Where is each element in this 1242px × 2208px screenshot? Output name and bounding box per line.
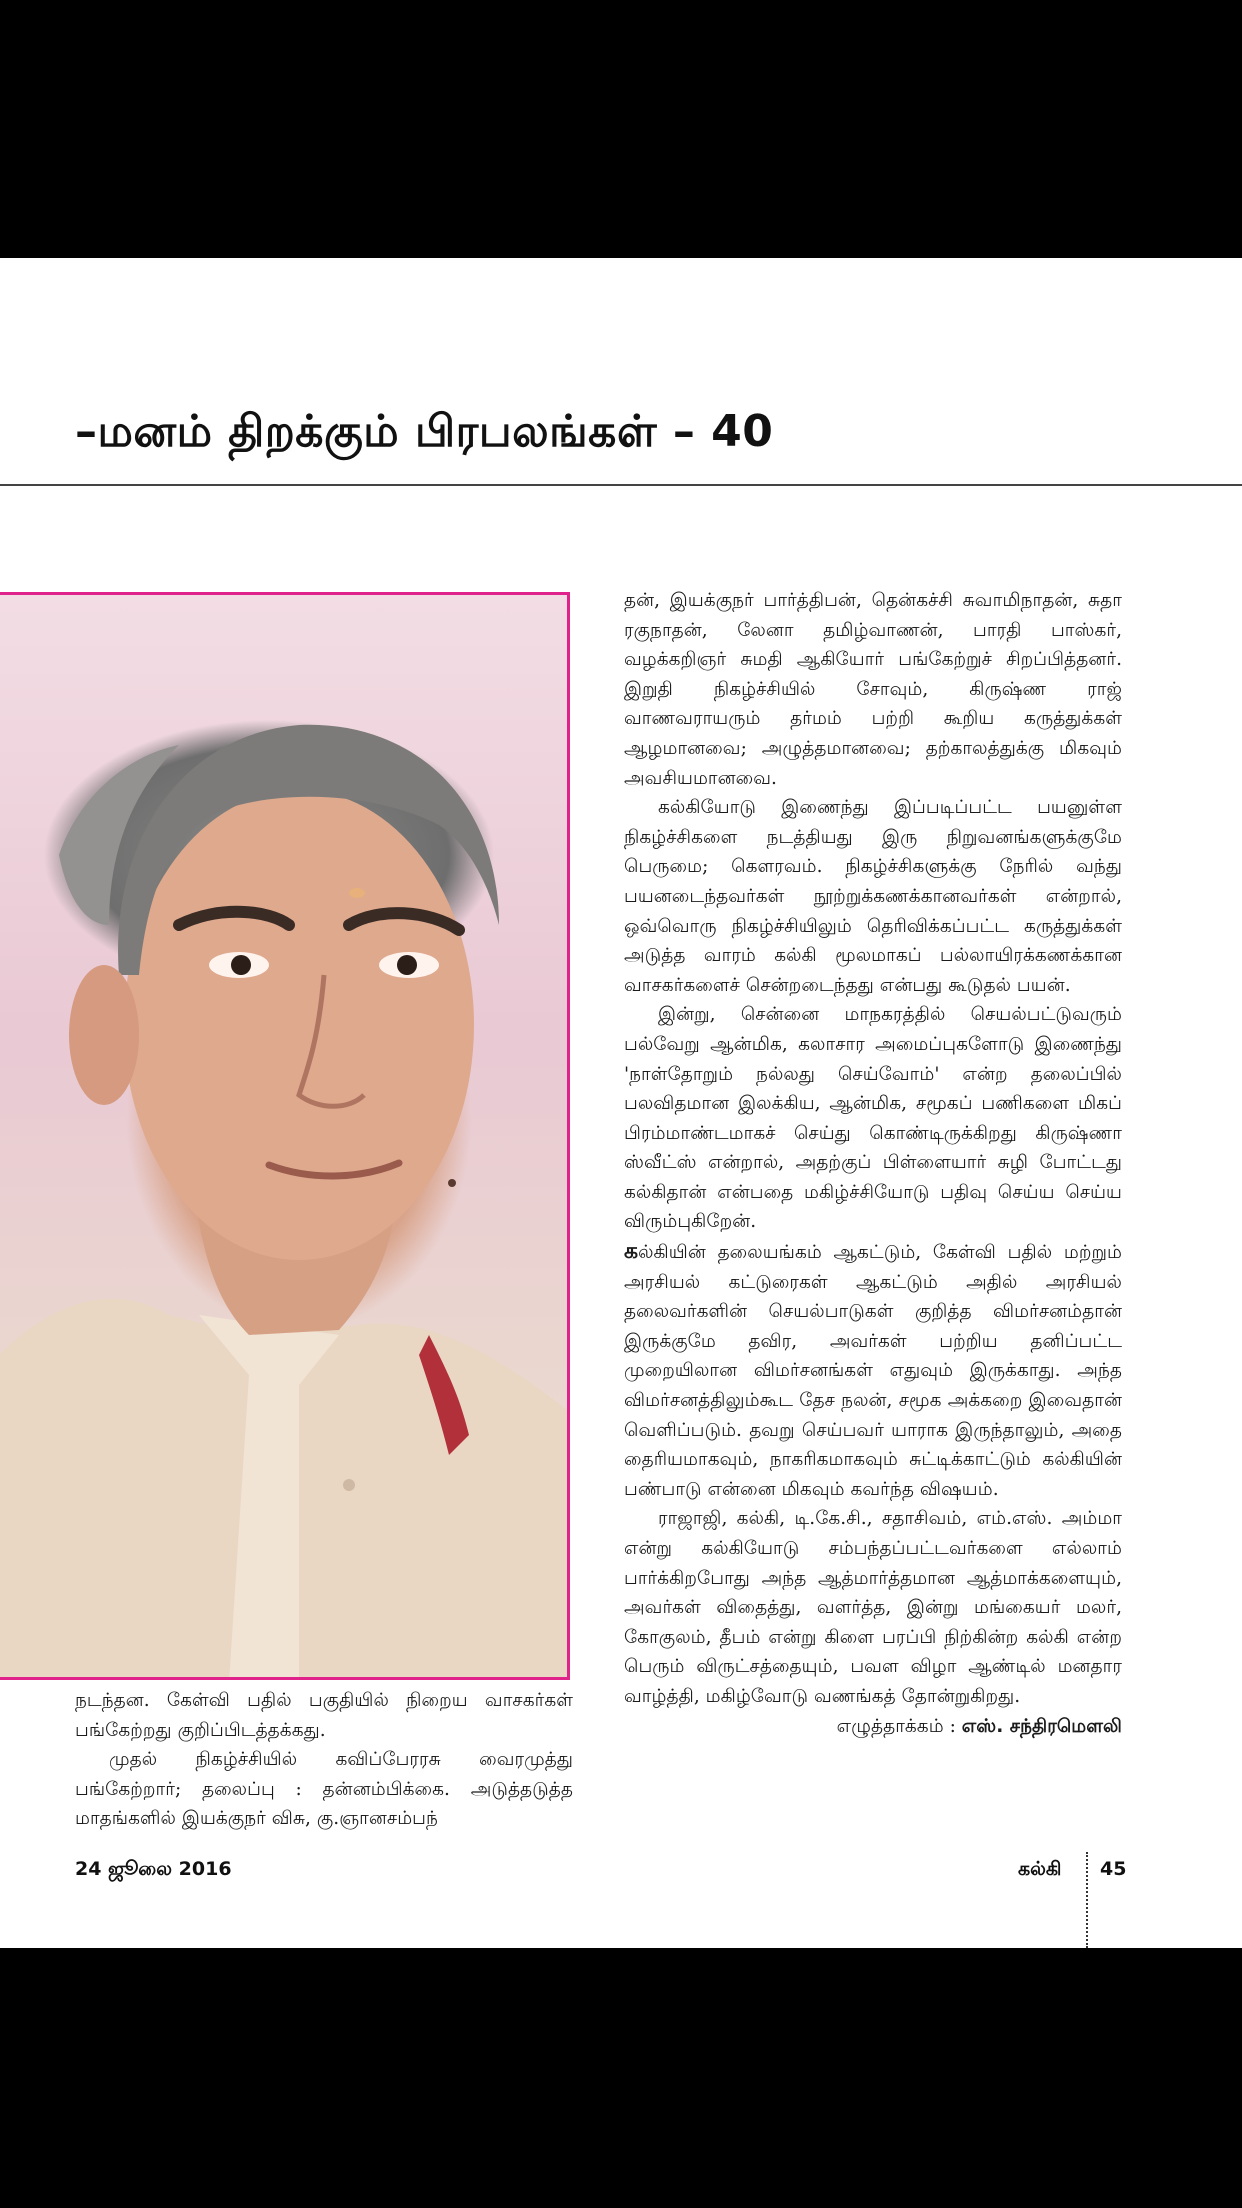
dropcap-letter: க bbox=[624, 1239, 639, 1265]
portrait-illustration bbox=[0, 595, 570, 1680]
byline-author: எஸ். சந்திரமௌலி bbox=[961, 1715, 1122, 1737]
paragraph: தன், இயக்குநர் பார்த்திபன், தென்கச்சி சுவாமிநாதன், சுதா ரகுநாதன், லேனா தமிழ்வாணன், பாரதி பாஸ்கர், வழக்கறிஞர் சுமதி ஆகியோர் பங்கேற்றுச் சிறப்பித்தனர். இறுதி நிகழ்ச்சியில் சோவும், கிருஷ்ண ராஜ் வாணவராயரும் தர்மம் பற்றி கூறிய கருத்துக்கள் ஆழமானவை; அழுத்தமானவை; தற்காலத்துக்கு மிகவும் அவசியமானவை. bbox=[624, 590, 1122, 789]
magazine-name: கல்கி bbox=[1018, 1858, 1062, 1880]
page-title: –மனம் திறக்கும் பிரபலங்கள் – 40 bbox=[75, 406, 774, 457]
paragraph: கல்கியோடு இணைந்து இப்படிப்பட்ட பயனுள்ள நிகழ்ச்சிகளை நடத்தியது இரு நிறுவனங்களுக்குமே பெருமை; கௌரவம். நிகழ்ச்சிகளுக்கு நேரில் வந்து பயனடைந்தவர்கள் நூற்றுக்கணக்கானவர்கள் என்றால், ஒவ்வொரு நிகழ்ச்சியிலும் தெரிவிக்கப்பட்ட கருத்துக்கள் அடுத்த வாரம் கல்கி மூலமாகப் பல்லாயிரக்கணக்கான வாசகர்களைச் சென்றடைந்தது என்பது கூடுதல் பயன். bbox=[624, 797, 1122, 996]
paragraph: முதல் நிகழ்ச்சியில் கவிப்பேரரசு வைரமுத்து பங்கேற்றார்; தலைப்பு : தன்னம்பிக்கை. அடுத்தடுத்த மாதங்களில் இயக்குநர் விசு, கு.ஞானசம்பந் bbox=[75, 1749, 573, 1830]
byline bbox=[624, 1712, 1122, 1742]
paragraph: ராஜாஜி, கல்கி, டி.கே.சி., சதாசிவம், எம்.எஸ். அம்மா என்று கல்கியோடு சம்பந்தப்பட்டவர்களை எல்லாம் பார்க்கிறபோது அந்த ஆத்மார்த்தமான ஆத்மாக்களையும், அவர்கள் விதைத்து, வளர்த்த, இன்று மங்கையர் மலர், கோகுலம், தீபம் என்று கிளை பரப்பி நிற்கின்ற கல்கி என்ற பெரும் விருட்சத்தையும், பவள விழா ஆண்டில் மனதார வாழ்த்தி, மகிழ்வோடு வணங்கத் தோன்றுகிறது. bbox=[624, 1508, 1122, 1707]
issue-date: 24 ஜூலை 2016 bbox=[75, 1858, 232, 1880]
byline-label: எழுத்தாக்கம் : bbox=[836, 1715, 956, 1737]
paragraph-with-dropcap bbox=[624, 1237, 1122, 1504]
paragraph: நடந்தன. கேள்வி பதில் பகுதியில் நிறைய வாசகர்கள் பங்கேற்றது குறிப்பிடத்தக்கது. bbox=[75, 1690, 573, 1741]
header-divider bbox=[0, 484, 1242, 486]
article-column-right bbox=[624, 586, 1122, 1741]
paragraph-text: ல்கியின் தலையங்கம் ஆகட்டும், கேள்வி பதில் மற்றும் அரசியல் கட்டுரைகள் ஆகட்டும் அதில் அரசியல் தலைவர்களின் செயல்பாடுகள் குறித்த விமர்சனம்தான் இருக்குமே தவிர, அவர்கள் பற்றிய தனிப்பட்ட முறையிலான விமர்சனங்கள் எதுவும் இருக்காது. அந்த விமர்சனத்திலும்கூட தேச நலன், சமூக அக்கறை இவைதான் வெளிப்படும். தவறு செய்பவர் யாராக இருந்தாலும், அதை தைரியமாகவும், நாகரிகமாகவும் சுட்டிக்காட்டும் கல்கியின் பண்பாடு என்னை மிகவும் கவர்ந்த விஷயம். bbox=[624, 1242, 1122, 1500]
page-number: 45 bbox=[1100, 1858, 1127, 1880]
paragraph: இன்று, சென்னை மாநகரத்தில் செயல்பட்டுவரும் பல்வேறு ஆன்மிக, கலாசார அமைப்புகளோடு இணைந்து 'நாள்தோறும் நல்லது செய்வோம்' என்ற தலைப்பில் பலவிதமான இலக்கிய, ஆன்மிக, சமூகப் பணிகளை மிகப் பிரம்மாண்டமாகச் செய்து கொண்டிருக்கிறது கிருஷ்ணா ஸ்வீட்ஸ் என்றால், அதற்குப் பிள்ளையார் சுழி போட்டது கல்கிதான் என்பதை மகிழ்ச்சியோடு பதிவு செய்ய செய்ய விரும்புகிறேன். bbox=[624, 1004, 1122, 1233]
magazine-page bbox=[0, 258, 1242, 1948]
article-column-left bbox=[75, 1686, 573, 1834]
footer-divider bbox=[1086, 1852, 1088, 1948]
portrait-photo bbox=[0, 592, 570, 1680]
